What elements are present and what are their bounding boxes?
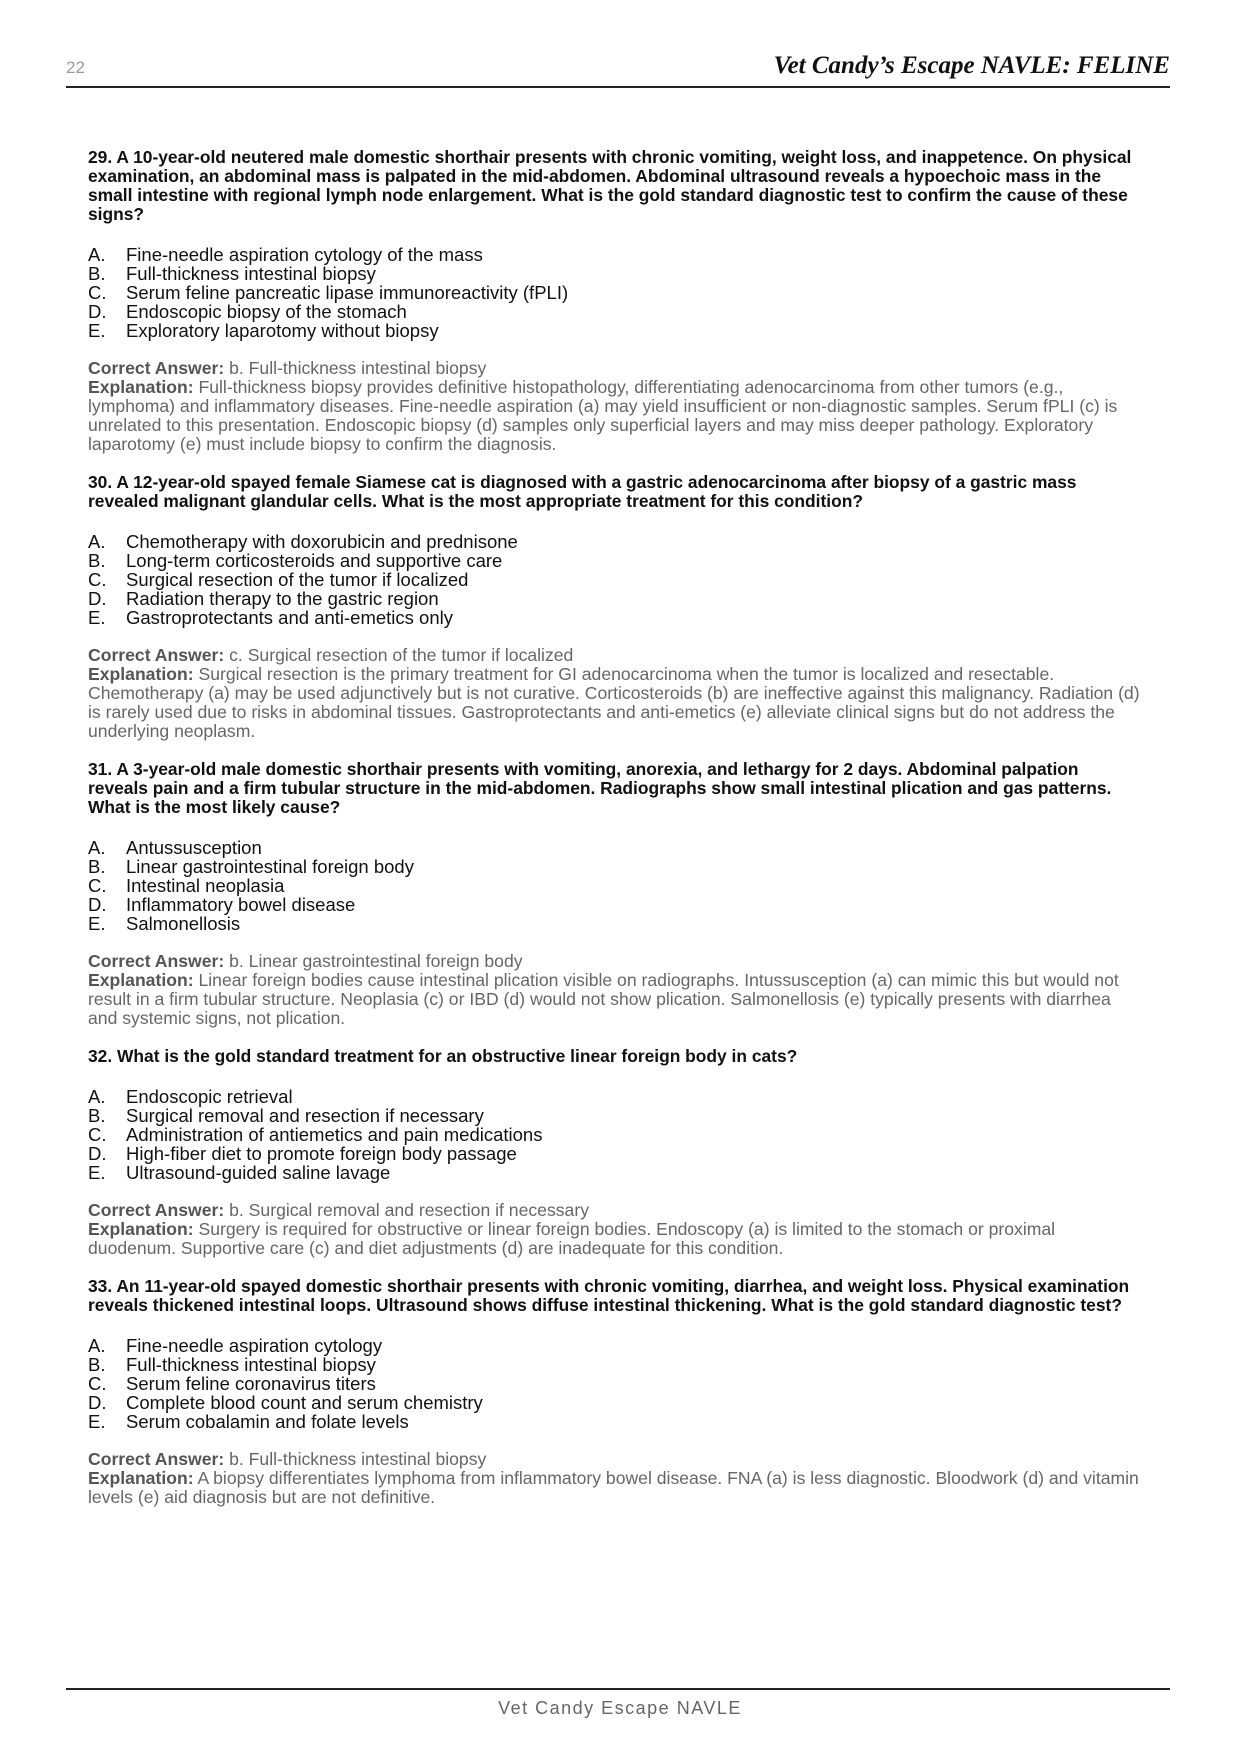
option-letter: C. [88,1124,107,1145]
option-text: Fine-needle aspiration cytology of the mass [126,244,483,265]
correct-answer-label: Correct Answer: [88,951,225,971]
footer-text: Vet Candy Escape NAVLE [498,1698,742,1718]
question-stem: 31. A 3-year-old male domestic shorthair presents with vomiting, anorexia, and lethargy for 2 days. Abdominal palpation reveals pain and a firm tubular structure in the mid-abdomen. Radiographs show small intestinal plication and gas patterns. What is the most likely cause? [88,759,1112,817]
question-list [88,148,1140,1507]
option-e [88,1412,1140,1431]
correct-answer-label: Correct Answer: [88,1200,225,1220]
option-letter: D. [88,1143,107,1164]
option-e [88,914,1140,933]
option-letter: E. [88,913,106,934]
option-b [88,1106,1140,1125]
option-a [88,532,1140,551]
option-d [88,895,1140,914]
option-letter: E. [88,1162,106,1183]
option-letter: C. [88,875,107,896]
option-letter: C. [88,1373,107,1394]
option-letter: B. [88,263,106,284]
answer-options [88,1087,1140,1182]
option-text: Full-thickness intestinal biopsy [126,263,376,284]
option-d [88,1393,1140,1412]
option-letter: C. [88,569,107,590]
correct-answer-label: Correct Answer: [88,645,225,665]
option-text: Exploratory laparotomy without biopsy [126,320,439,341]
explanation-text: Full-thickness biopsy provides definitive histopathology, differentiating adenocarcinoma from other tumors (e.g., lymphoma) and inflammatory diseases. Fine-needle aspiration (a) may yield insufficient or non-diagnostic samples. Serum fPLI (c) is unrelated to this presentation. Endoscopic biopsy (d) samples only superficial layers and may miss deeper pathology. Exploratory laparotomy (e) must include biopsy to confirm the diagnosis. [88,377,1118,454]
option-text: Inflammatory bowel disease [126,894,356,915]
explanation-label: Explanation: [88,664,194,684]
option-c [88,283,1140,302]
answer-options [88,245,1140,340]
answer-block [88,952,1140,1028]
correct-answer [88,359,1140,378]
correct-answer-text: b. Surgical removal and resection if necessary [229,1200,589,1220]
answer-block [88,359,1140,454]
option-text: Endoscopic retrieval [126,1086,293,1107]
option-text: Intestinal neoplasia [126,875,285,896]
correct-answer-text: c. Surgical resection of the tumor if localized [229,645,574,665]
option-e [88,1163,1140,1182]
correct-answer-text: b. Full-thickness intestinal biopsy [229,358,487,378]
option-text: Full-thickness intestinal biopsy [126,1354,376,1375]
correct-answer [88,952,1140,971]
option-d [88,589,1140,608]
option-text: Fine-needle aspiration cytology [126,1335,383,1356]
option-text: Surgical resection of the tumor if localized [126,569,469,590]
option-c [88,570,1140,589]
option-b [88,551,1140,570]
option-d [88,302,1140,321]
option-letter: E. [88,607,106,628]
option-text: Antussusception [126,837,262,858]
option-letter: D. [88,588,107,609]
option-letter: A. [88,244,106,265]
header-divider [66,86,1170,88]
option-c [88,876,1140,895]
question-stem: 30. A 12-year-old spayed female Siamese cat is diagnosed with a gastric adenocarcinoma after biopsy of a gastric mass revealed malignant glandular cells. What is the most appropriate treatment for this condition? [88,472,1077,511]
answer-options [88,1336,1140,1431]
option-c [88,1374,1140,1393]
option-letter: B. [88,550,106,571]
option-letter: B. [88,1105,106,1126]
option-letter: D. [88,1392,107,1413]
correct-answer [88,1201,1140,1220]
answer-options [88,838,1140,933]
correct-answer-text: b. Full-thickness intestinal biopsy [229,1449,487,1469]
correct-answer-label: Correct Answer: [88,1449,225,1469]
option-text: Surgical removal and resection if necessary [126,1105,484,1126]
option-text: Serum cobalamin and folate levels [126,1411,409,1432]
option-text: Gastroprotectants and anti-emetics only [126,607,453,628]
question-29 [88,148,1140,454]
explanation-text: Linear foreign bodies cause intestinal plication visible on radiographs. Intussusception (a) can mimic this but would not result in a firm tubular structure. Neoplasia (c) or IBD (d) would not show plication. Salmonellosis (e) typically presents with diarrhea and systemic signs, not plication. [88,970,1119,1028]
explanation [88,1220,1140,1258]
explanation [88,665,1140,741]
answer-options [88,532,1140,627]
explanation-label: Explanation: [88,1468,194,1488]
question-stem: 33. An 11-year-old spayed domestic shorthair presents with chronic vomiting, diarrhea, and weight loss. Physical examination reveals thickened intestinal loops. Ultrasound shows diffuse intestinal thickening. What is the gold standard diagnostic test? [88,1276,1130,1315]
question-31 [88,760,1140,1028]
option-letter: B. [88,856,106,877]
option-c [88,1125,1140,1144]
explanation-text: A biopsy differentiates lymphoma from inflammatory bowel disease. FNA (a) is less diagnostic. Bloodwork (d) and vitamin levels (e) aid diagnosis but are not definitive. [88,1468,1139,1507]
explanation [88,1469,1140,1507]
option-a [88,838,1140,857]
explanation-label: Explanation: [88,377,194,397]
option-text: Serum feline pancreatic lipase immunoreactivity (fPLI) [126,282,569,303]
option-letter: E. [88,1411,106,1432]
option-text: Administration of antiemetics and pain medications [126,1124,543,1145]
option-letter: A. [88,1086,106,1107]
question-30 [88,473,1140,741]
option-text: Ultrasound-guided saline lavage [126,1162,391,1183]
option-text: Endoscopic biopsy of the stomach [126,301,407,322]
option-letter: A. [88,531,106,552]
footer-divider [66,1688,1170,1690]
option-d [88,1144,1140,1163]
option-letter: B. [88,1354,106,1375]
option-letter: C. [88,282,107,303]
explanation-text: Surgery is required for obstructive or linear foreign bodies. Endoscopy (a) is limited to the stomach or proximal duodenum. Supportive care (c) and diet adjustments (d) are inadequate for this condition. [88,1219,1056,1258]
option-e [88,608,1140,627]
option-text: Serum feline coronavirus titers [126,1373,376,1394]
correct-answer [88,646,1140,665]
option-text: Radiation therapy to the gastric region [126,588,439,609]
option-a [88,245,1140,264]
option-e [88,321,1140,340]
option-text: Long-term corticosteroids and supportive care [126,550,503,571]
explanation-label: Explanation: [88,1219,194,1239]
option-letter: D. [88,301,107,322]
running-title: Vet Candy’s Escape NAVLE: FELINE [773,52,1170,79]
answer-block [88,1450,1140,1507]
explanation-text: Surgical resection is the primary treatment for GI adenocarcinoma when the tumor is localized and resectable. Chemotherapy (a) may be used adjunctively but is not curative. Corticosteroids (b) are ineffective against this malignancy. Radiation (d) is rarely used due to risks in abdominal tissues. Gastroprotectants and anti-emetics (e) alleviate clinical signs but do not address the underlying neoplasm. [88,664,1140,741]
correct-answer-label: Correct Answer: [88,358,225,378]
answer-block [88,1201,1140,1258]
question-stem: 29. A 10-year-old neutered male domestic shorthair presents with chronic vomiting, weight loss, and inappetence. On physical examination, an abdominal mass is palpated in the mid-abdomen. Abdominal ultrasound reveals a hypoechoic mass in the small intestine with regional lymph node enlargement. What is the gold standard diagnostic test to confirm the cause of these signs? [88,147,1132,224]
option-text: Linear gastrointestinal foreign body [126,856,414,877]
correct-answer-text: b. Linear gastrointestinal foreign body [229,951,523,971]
page-number: 22 [66,58,85,77]
explanation [88,378,1140,454]
option-letter: A. [88,837,106,858]
option-a [88,1087,1140,1106]
explanation-label: Explanation: [88,970,194,990]
correct-answer [88,1450,1140,1469]
option-b [88,857,1140,876]
option-text: Complete blood count and serum chemistry [126,1392,483,1413]
option-letter: E. [88,320,106,341]
option-a [88,1336,1140,1355]
question-33 [88,1277,1140,1507]
option-text: Salmonellosis [126,913,241,934]
answer-block [88,646,1140,741]
question-stem: 32. What is the gold standard treatment for an obstructive linear foreign body in cats? [88,1046,798,1066]
option-letter: D. [88,894,107,915]
option-text: Chemotherapy with doxorubicin and prednisone [126,531,518,552]
explanation [88,971,1140,1028]
option-b [88,264,1140,283]
option-letter: A. [88,1335,106,1356]
question-32 [88,1047,1140,1258]
option-b [88,1355,1140,1374]
option-text: High-fiber diet to promote foreign body passage [126,1143,517,1164]
